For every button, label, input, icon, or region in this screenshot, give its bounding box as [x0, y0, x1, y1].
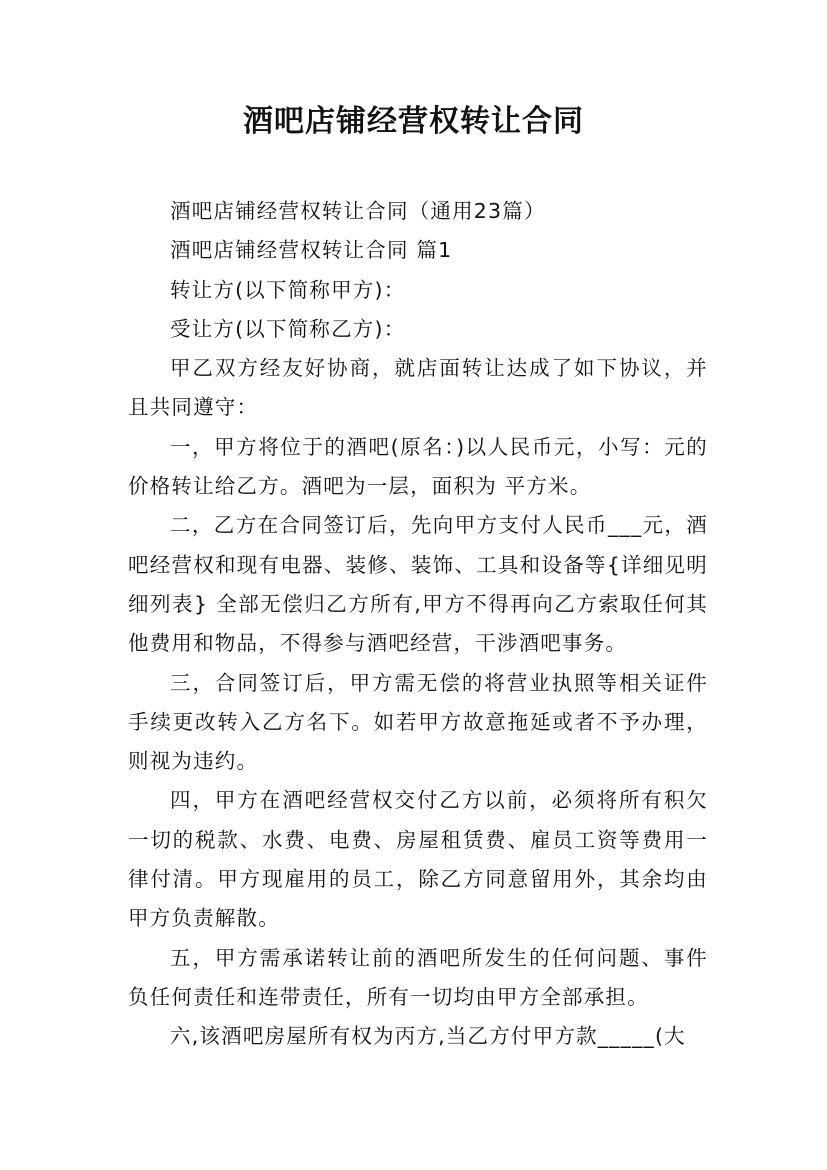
document-body — [128, 192, 708, 1057]
paragraph-transferor: 转让方(以下简称甲方)： — [170, 277, 406, 302]
paragraph-clause-5: 五，甲方需承诺转让前的酒吧所发生的任何问题、事件负任何责任和连带责任，所有一切均由甲方全部承担。 — [128, 945, 708, 1009]
paragraph-transferee: 受让方(以下简称乙方)： — [170, 316, 406, 341]
paragraph-clause-4: 四，甲方在酒吧经营权交付乙方以前，必须将所有积欠一切的税款、水费、电费、房屋租赁费、雇员工资等费用一律付清。甲方现雇用的员工，除乙方同意留用外，其余均由甲方负责解散。 — [128, 788, 708, 931]
paragraph-clause-1: 一，甲方将位于的酒吧(原名：)以人民币元，小写：元的价格转让给乙方。酒吧为一层，面积为 平方米。 — [128, 434, 708, 499]
paragraph-clause-3: 三，合同签订后，甲方需无偿的将营业执照等相关证件手续更改转入乙方名下。如若甲方故意拖延或者不予办理，则视为违约。 — [128, 670, 708, 774]
paragraph-clause-2: 二，乙方在合同签订后，先向甲方支付人民币___元，酒吧经营权和现有电器、装修、装饰、工具和设备等{详细见明细列表} 全部无偿归乙方所有,甲方不得再向乙方索取任何其他费用和物品，不得参与酒吧经营，干涉酒吧事务。 — [128, 513, 708, 656]
document-title: 酒吧店铺经营权转让合同 — [243, 104, 584, 139]
paragraph-agreement-intro: 甲乙双方经友好协商，就店面转让达成了如下协议，并且共同遵守： — [128, 356, 708, 420]
paragraph-clause-6: 六,该酒吧房屋所有权为丙方,当乙方付甲方款_____(大 — [170, 1024, 686, 1049]
paragraph-heading: 酒吧店铺经营权转让合同（通用23篇） — [170, 199, 546, 223]
paragraph-section-title: 酒吧店铺经营权转让合同 篇1 — [170, 238, 453, 263]
